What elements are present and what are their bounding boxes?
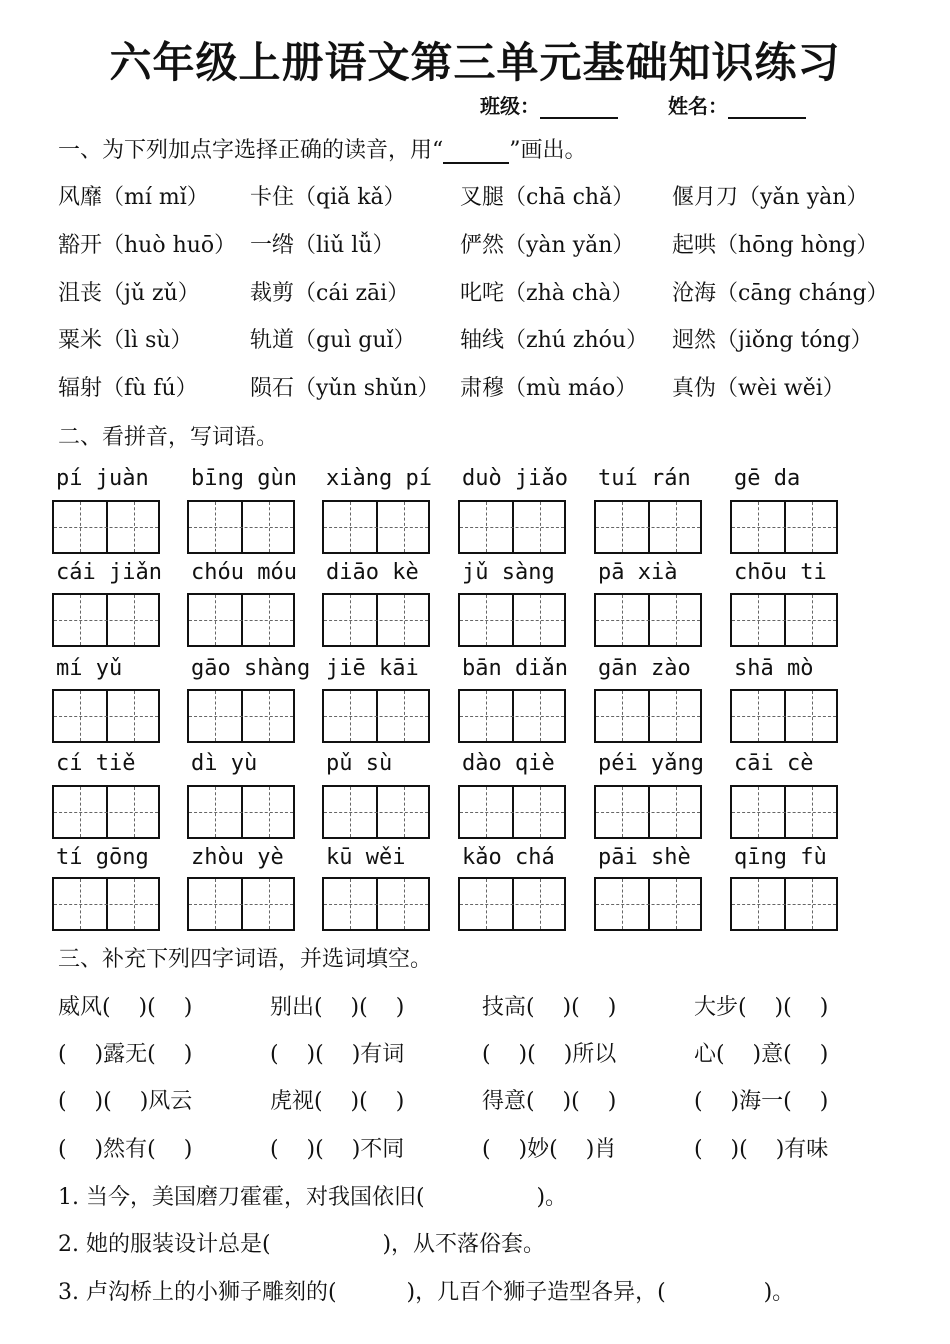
idiom-fill-item[interactable]: 技高( )( ) — [482, 995, 617, 1020]
writing-grid[interactable] — [187, 785, 295, 839]
writing-grid[interactable] — [594, 500, 702, 554]
name-label: 姓名： — [668, 94, 728, 118]
writing-grid[interactable] — [594, 785, 702, 839]
pronunciation-item[interactable]: 轴线（zhú zhóu） — [460, 328, 649, 353]
fill-sentence[interactable]: 1. 当今，美国磨刀霍霍，对我国依旧( )。 — [58, 1185, 568, 1210]
pinyin-label: pí juàn — [56, 466, 149, 491]
underline-mark — [443, 144, 509, 164]
writing-grid[interactable] — [594, 689, 702, 743]
idiom-fill-item[interactable]: ( )( )有味 — [694, 1137, 829, 1162]
writing-grid[interactable] — [322, 877, 430, 931]
pinyin-label: jiē kāi — [326, 656, 419, 681]
pronunciation-item[interactable]: 粟米（lì sù） — [58, 328, 193, 353]
pronunciation-item[interactable]: 沮丧（jǔ zǔ） — [58, 281, 200, 306]
idiom-fill-item[interactable]: 心( )意( ) — [694, 1042, 829, 1067]
pinyin-label: tuí rán — [598, 466, 691, 491]
pronunciation-item[interactable]: 真伪（wèi wěi） — [672, 376, 845, 401]
pronunciation-item[interactable]: 裁剪（cái zāi） — [250, 281, 410, 306]
pinyin-label: xiàng pí — [326, 466, 432, 491]
pronunciation-item[interactable]: 辐射（fù fú） — [58, 376, 198, 401]
fill-sentence[interactable]: 3. 卢沟桥上的小狮子雕刻的( )，几百个狮子造型各异，( )。 — [58, 1280, 795, 1305]
writing-grid[interactable] — [730, 785, 838, 839]
writing-grid[interactable] — [52, 785, 160, 839]
pronunciation-item[interactable]: 偃月刀（yǎn yàn） — [672, 185, 869, 210]
writing-grid[interactable] — [458, 689, 566, 743]
pronunciation-item[interactable]: 豁开（huò huō） — [58, 233, 237, 258]
pinyin-label: qīng fù — [734, 845, 827, 870]
fill-sentence[interactable]: 2. 她的服装设计总是( )，从不落俗套。 — [58, 1232, 546, 1257]
idiom-fill-item[interactable]: ( )( )所以 — [482, 1042, 617, 1067]
writing-grid[interactable] — [730, 877, 838, 931]
writing-grid[interactable] — [594, 593, 702, 647]
writing-grid[interactable] — [730, 500, 838, 554]
pinyin-label: pā xià — [598, 560, 678, 585]
idiom-fill-item[interactable]: 虎视( )( ) — [270, 1089, 405, 1114]
idiom-fill-item[interactable]: ( )然有( ) — [58, 1137, 193, 1162]
pinyin-label: péi yǎng — [598, 751, 704, 776]
pinyin-label: cí tiě — [56, 751, 136, 776]
pronunciation-item[interactable]: 一绺（liǔ lǚ） — [250, 233, 395, 258]
idiom-fill-item[interactable]: 别出( )( ) — [270, 995, 405, 1020]
pronunciation-item[interactable]: 轨道（guì guǐ） — [250, 328, 416, 353]
pinyin-label: pǔ sù — [326, 751, 393, 776]
writing-grid[interactable] — [52, 500, 160, 554]
idiom-fill-item[interactable]: 得意( )( ) — [482, 1089, 617, 1114]
writing-grid[interactable] — [458, 785, 566, 839]
writing-grid[interactable] — [458, 500, 566, 554]
pronunciation-item[interactable]: 沧海（cāng cháng） — [672, 281, 889, 306]
class-blank[interactable] — [540, 99, 618, 119]
pronunciation-item[interactable]: 起哄（hōng hòng） — [672, 233, 879, 258]
pronunciation-item[interactable]: 肃穆（mù máo） — [460, 376, 638, 401]
idiom-fill-item[interactable]: ( )( )有词 — [270, 1042, 405, 1067]
pinyin-label: cái jiǎn — [56, 560, 162, 585]
pronunciation-item[interactable]: 叱咤（zhà chà） — [460, 281, 634, 306]
writing-grid[interactable] — [322, 785, 430, 839]
pinyin-label: kū wěi — [326, 845, 406, 870]
section2-heading: 二、看拼音，写词语。 — [58, 425, 279, 450]
writing-grid[interactable] — [322, 593, 430, 647]
pinyin-label: mí yǔ — [56, 656, 123, 681]
writing-grid[interactable] — [187, 689, 295, 743]
idiom-fill-item[interactable]: ( )( )不同 — [270, 1137, 405, 1162]
pronunciation-item[interactable]: 风靡（mí mǐ） — [58, 185, 209, 210]
writing-grid[interactable] — [52, 593, 160, 647]
pinyin-label: zhòu yè — [191, 845, 284, 870]
pinyin-label: bīng gùn — [191, 466, 297, 491]
pinyin-label: chóu móu — [191, 560, 297, 585]
pinyin-label: diāo kè — [326, 560, 419, 585]
writing-grid[interactable] — [187, 593, 295, 647]
class-label: 班级： — [480, 94, 540, 118]
pinyin-label: pāi shè — [598, 845, 691, 870]
pronunciation-item[interactable]: 俨然（yàn yǎn） — [460, 233, 635, 258]
pinyin-label: cāi cè — [734, 751, 814, 776]
pinyin-label: chōu ti — [734, 560, 827, 585]
pronunciation-item[interactable]: 卡住（qiǎ kǎ） — [250, 185, 406, 210]
idiom-fill-item[interactable]: ( )露无( ) — [58, 1042, 193, 1067]
pronunciation-item[interactable]: 陨石（yǔn shǔn） — [250, 376, 440, 401]
pinyin-label: jǔ sàng — [462, 560, 555, 585]
pinyin-label: gān zào — [598, 656, 691, 681]
pinyin-label: dào qiè — [462, 751, 555, 776]
writing-grid[interactable] — [52, 877, 160, 931]
pinyin-label: shā mò — [734, 656, 814, 681]
student-info — [480, 90, 806, 119]
pinyin-label: duò jiǎo — [462, 466, 568, 491]
pinyin-label: kǎo chá — [462, 845, 555, 870]
writing-grid[interactable] — [458, 593, 566, 647]
idiom-fill-item[interactable]: ( )妙( )肖 — [482, 1137, 617, 1162]
writing-grid[interactable] — [52, 689, 160, 743]
pinyin-label: tí gōng — [56, 845, 149, 870]
idiom-fill-item[interactable]: 大步( )( ) — [694, 995, 829, 1020]
idiom-fill-item[interactable]: ( )( )风云 — [58, 1089, 193, 1114]
name-blank[interactable] — [728, 99, 806, 119]
pronunciation-item[interactable]: 迥然（jiǒng tóng） — [672, 328, 873, 353]
writing-grid[interactable] — [187, 500, 295, 554]
idiom-fill-item[interactable]: 威风( )( ) — [58, 995, 193, 1020]
pinyin-label: dì yù — [191, 751, 258, 776]
writing-grid[interactable] — [458, 877, 566, 931]
writing-grid[interactable] — [322, 500, 430, 554]
pronunciation-item[interactable]: 叉腿（chā chǎ） — [460, 185, 635, 210]
page-title: 六年级上册语文第三单元基础知识练习 — [109, 38, 841, 87]
idiom-fill-item[interactable]: ( )海一( ) — [694, 1089, 829, 1114]
writing-grid[interactable] — [730, 593, 838, 647]
writing-grid[interactable] — [322, 689, 430, 743]
section3-heading: 三、补充下列四字词语，并选词填空。 — [58, 947, 433, 972]
writing-grid[interactable] — [594, 877, 702, 931]
writing-grid[interactable] — [730, 689, 838, 743]
section1-heading: 一、为下列加点字选择正确的读音，用“ ”画出。 — [58, 138, 587, 163]
pinyin-label: gāo shàng — [191, 656, 311, 681]
pinyin-label: bān diǎn — [462, 656, 568, 681]
pinyin-label: gē da — [734, 466, 801, 491]
writing-grid[interactable] — [187, 877, 295, 931]
